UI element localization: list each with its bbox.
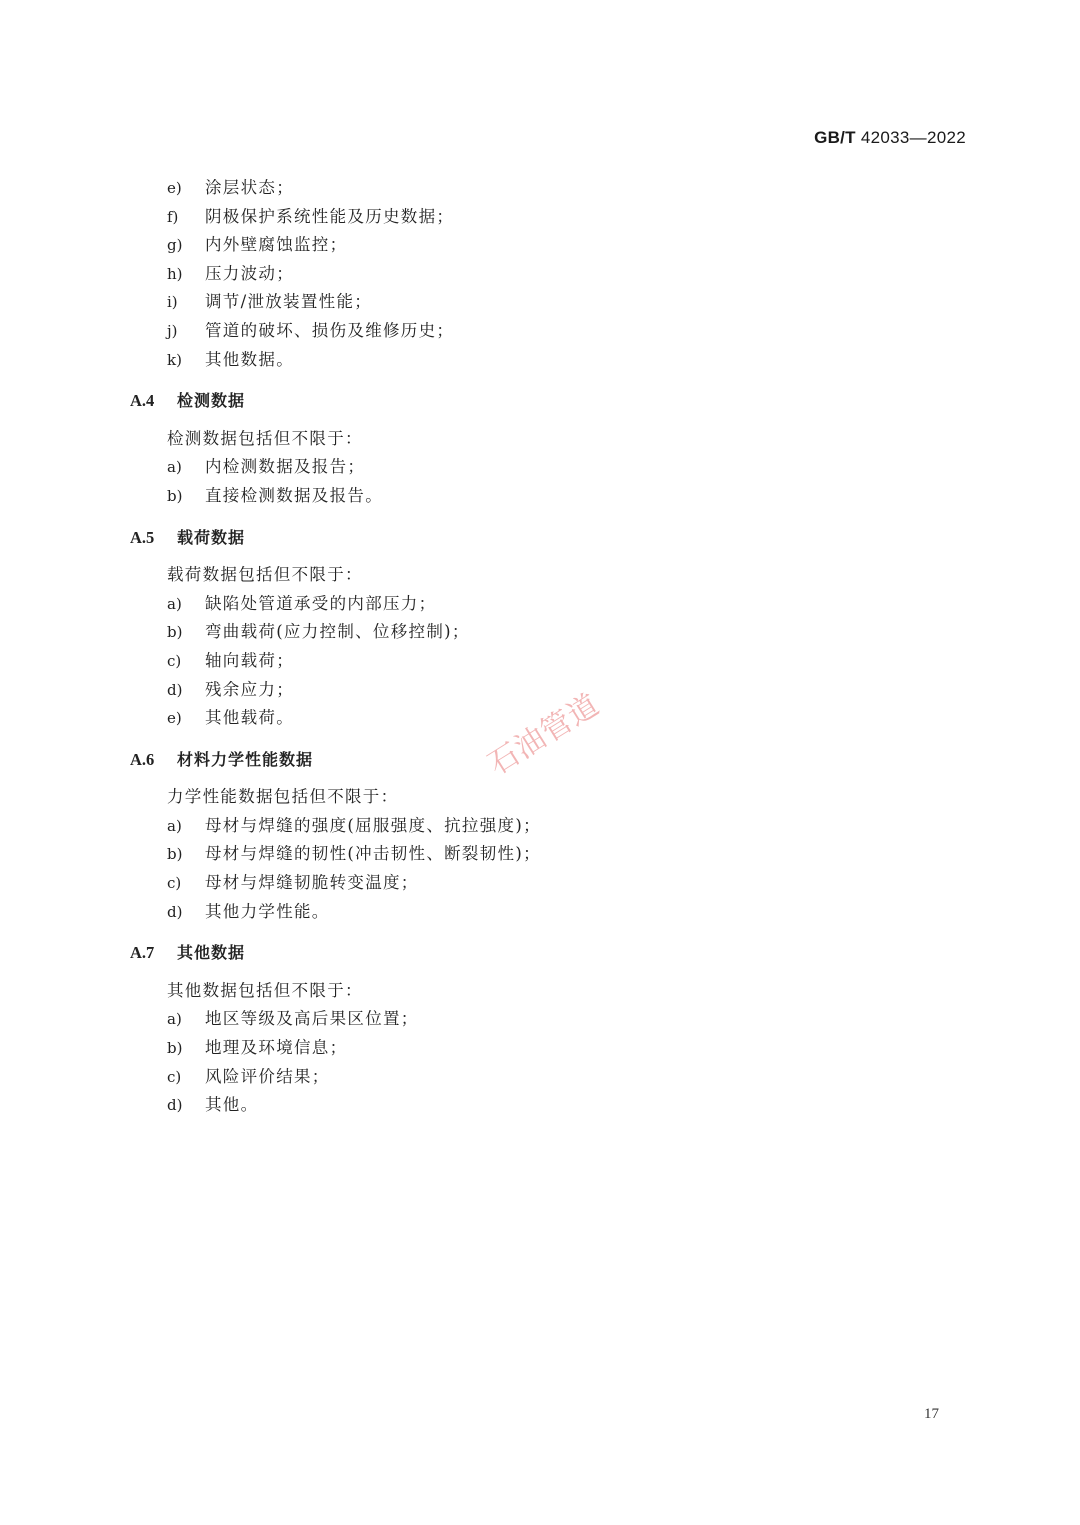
item-text: 直接检测数据及报告。 — [205, 485, 383, 505]
section-title: 其他数据 — [177, 943, 246, 963]
item-marker: a) — [167, 458, 182, 477]
standard-number: 42033—2022 — [860, 128, 966, 147]
section-number: A.5 — [130, 527, 155, 547]
item-marker: e) — [167, 709, 182, 728]
item-text: 其他。 — [205, 1095, 259, 1115]
watermark: 石油管道 — [482, 687, 606, 783]
list-item — [130, 174, 970, 203]
section-heading-a5 — [130, 524, 970, 553]
item-text: 地理及环境信息； — [205, 1038, 348, 1058]
item-text: 其他数据。 — [205, 349, 294, 369]
item-marker: e) — [167, 179, 182, 197]
section-intro: 检测数据包括但不限于： — [167, 428, 363, 448]
item-marker: f) — [167, 207, 179, 226]
list-item — [130, 1091, 970, 1120]
section-number: A.4 — [130, 391, 155, 411]
list-item — [130, 898, 970, 927]
section-intro: 力学性能数据包括但不限于： — [167, 787, 399, 807]
item-text: 内外壁腐蚀监控； — [205, 235, 348, 255]
list-item — [130, 317, 970, 346]
item-marker: d) — [167, 680, 183, 699]
standard-prefix: GB/T — [814, 128, 856, 147]
item-text: 内检测数据及报告； — [205, 457, 366, 477]
section-number: A.6 — [130, 749, 155, 769]
item-marker: c) — [167, 874, 182, 893]
document-body — [130, 174, 970, 1120]
item-marker: b) — [167, 486, 183, 505]
item-text: 残余应力； — [205, 679, 294, 699]
standard-code — [814, 128, 966, 148]
item-marker: j) — [167, 321, 178, 340]
list-item — [130, 453, 970, 482]
page-number: 17 — [924, 1406, 939, 1422]
item-text: 风险评价结果； — [205, 1066, 330, 1086]
list-item — [130, 1005, 970, 1034]
item-marker: g) — [167, 236, 183, 255]
section-intro: 其他数据包括但不限于： — [167, 980, 363, 1000]
list-item — [130, 231, 970, 260]
item-marker: d) — [167, 1096, 183, 1115]
list-item — [130, 482, 970, 511]
item-text: 弯曲载荷(应力控制、位移控制)； — [205, 622, 470, 642]
section-intro: 载荷数据包括但不限于： — [167, 565, 363, 585]
section-title: 材料力学性能数据 — [177, 749, 314, 769]
item-text: 其他载荷。 — [205, 708, 294, 728]
item-text: 涂层状态； — [205, 178, 294, 197]
item-text: 压力波动； — [205, 263, 294, 283]
section-heading-a7 — [130, 939, 970, 968]
item-text: 地区等级及高后果区位置； — [205, 1009, 419, 1029]
item-marker: a) — [167, 1010, 182, 1029]
list-item — [130, 203, 970, 232]
list-item — [130, 812, 970, 841]
list-item — [130, 346, 970, 375]
list-item — [130, 1034, 970, 1063]
section-title: 载荷数据 — [177, 527, 246, 547]
item-marker: h) — [167, 264, 183, 283]
item-text: 阴极保护系统性能及历史数据； — [205, 206, 455, 226]
item-text: 调节/泄放装置性能； — [205, 292, 373, 312]
item-text: 母材与焊缝的韧性(冲击韧性、断裂韧性)； — [205, 844, 541, 864]
item-text: 管道的破坏、损伤及维修历史； — [205, 320, 455, 340]
list-item — [130, 288, 970, 317]
list-item — [130, 618, 970, 647]
item-marker: a) — [167, 594, 182, 613]
section-heading-a4 — [130, 387, 970, 416]
list-item — [130, 840, 970, 869]
item-marker: k) — [167, 350, 182, 369]
item-marker: i) — [167, 293, 178, 312]
item-marker: b) — [167, 845, 183, 864]
list-item — [130, 260, 970, 289]
item-marker: b) — [167, 1039, 183, 1058]
item-marker: d) — [167, 902, 183, 921]
list-item — [130, 1063, 970, 1092]
item-text: 其他力学性能。 — [205, 901, 330, 921]
list-item — [130, 647, 970, 676]
item-text: 母材与焊缝韧脆转变温度； — [205, 873, 419, 893]
item-text: 缺陷处管道承受的内部压力； — [205, 593, 437, 613]
item-text: 轴向载荷； — [205, 650, 294, 670]
list-item — [130, 869, 970, 898]
item-marker: a) — [167, 816, 182, 835]
item-text: 母材与焊缝的强度(屈服强度、抗拉强度)； — [205, 815, 541, 835]
section-number: A.7 — [130, 943, 155, 963]
section-title: 检测数据 — [177, 391, 246, 411]
item-marker: c) — [167, 1067, 182, 1086]
item-marker: c) — [167, 651, 182, 670]
item-marker: b) — [167, 623, 183, 642]
list-item — [130, 590, 970, 619]
